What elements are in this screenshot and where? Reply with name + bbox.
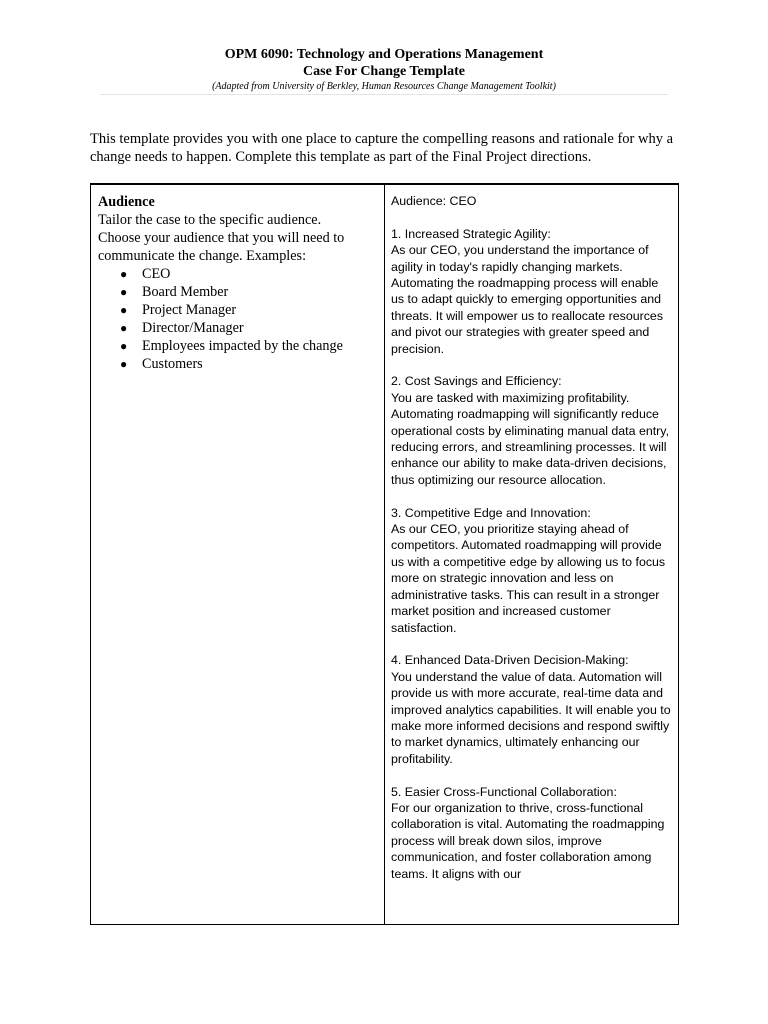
list-item	[120, 283, 378, 301]
bullet-icon: ●	[120, 321, 128, 335]
list-item	[120, 337, 378, 355]
spacer	[391, 767, 674, 783]
audience-example-label: Director/Manager	[142, 320, 244, 336]
section-title: 2. Cost Savings and Efficiency:	[391, 374, 562, 389]
template-title: Case For Change Template	[303, 64, 465, 79]
section-body: As our CEO, you understand the importance of agility in today's rapidly changing markets. Automating the roadmapping process will enable us to adapt quickly to emerging opportunities and threats. It will empower us to reallocate resources and pivot our strategies with greater speed and precision.	[391, 243, 664, 356]
bullet-icon: ●	[120, 267, 128, 281]
list-item	[120, 301, 378, 319]
spacer	[391, 488, 674, 504]
audience-example-label: Project Manager	[142, 302, 237, 318]
list-item	[120, 265, 378, 283]
audience-instruction-line2: Choose your audience that you will need to communicate the change. Examples:	[98, 230, 345, 264]
spacer	[391, 357, 674, 373]
section-title: 3. Competitive Edge and Innovation:	[391, 505, 591, 520]
audience-instructions-cell	[91, 185, 385, 924]
bullet-icon: ●	[120, 339, 128, 353]
bullet-icon: ●	[120, 357, 128, 371]
course-title: OPM 6090: Technology and Operations Management	[224, 47, 544, 62]
section-body: As our CEO, you prioritize staying ahead of competitors. Automated roadmapping will provide us with a competitive edge by allowing us to focus more on strategic innovation and less on administrative tasks. This can result in a stronger market position and increased customer satisfaction.	[391, 522, 666, 635]
bullet-icon: ●	[120, 303, 128, 317]
audience-instruction-line1: Tailor the case to the specific audience.	[98, 212, 322, 228]
section-title: 1. Increased Strategic Agility:	[391, 226, 551, 241]
audience-example-label: Employees impacted by the change	[142, 338, 343, 354]
adapted-note: (Adapted from University of Berkley, Human Resources Change Management Toolkit)	[212, 81, 556, 92]
section-title: 5. Easier Cross-Functional Collaboration:	[391, 784, 617, 799]
audience-example-label: CEO	[142, 266, 171, 282]
spacer	[391, 636, 674, 652]
case-content-cell	[385, 185, 678, 924]
document-header	[0, 46, 768, 93]
intro-paragraph: This template provides you with one place to capture the compelling reasons and rationale for why a change needs to happen. Complete this template as part of the Final Project directions.	[90, 131, 674, 165]
audience-example-label: Customers	[142, 356, 203, 372]
bullet-icon: ●	[120, 285, 128, 299]
audience-examples-list	[98, 265, 378, 373]
case-for-change-table	[90, 183, 679, 925]
selected-audience: Audience: CEO	[391, 194, 477, 208]
audience-example-label: Board Member	[142, 284, 229, 300]
section-body: You are tasked with maximizing profitability. Automating roadmapping will significantly reduce operational costs by eliminating manual data entry, reducing errors, and streamlining processes. It will enhance our ability to make data-driven decisions, thus optimizing our resource allocation.	[391, 390, 670, 487]
section-title: 4. Enhanced Data-Driven Decision-Making:	[391, 653, 629, 668]
list-item	[120, 355, 378, 373]
section-body: For our organization to thrive, cross-functional collaboration is vital. Automating the roadmapping process will break down silos, improve communication, and foster collaboration among teams. It aligns with our	[391, 800, 665, 881]
list-item	[120, 319, 378, 337]
header-divider	[100, 94, 668, 95]
audience-heading: Audience	[98, 194, 155, 210]
section-body: You understand the value of data. Automation will provide us with more accurate, real-time data and improved analytics capabilities. It will enable you to make more informed decisions and respond swiftly to market dynamics, ultimately enhancing our profitability.	[391, 669, 671, 766]
spacer	[391, 209, 674, 225]
